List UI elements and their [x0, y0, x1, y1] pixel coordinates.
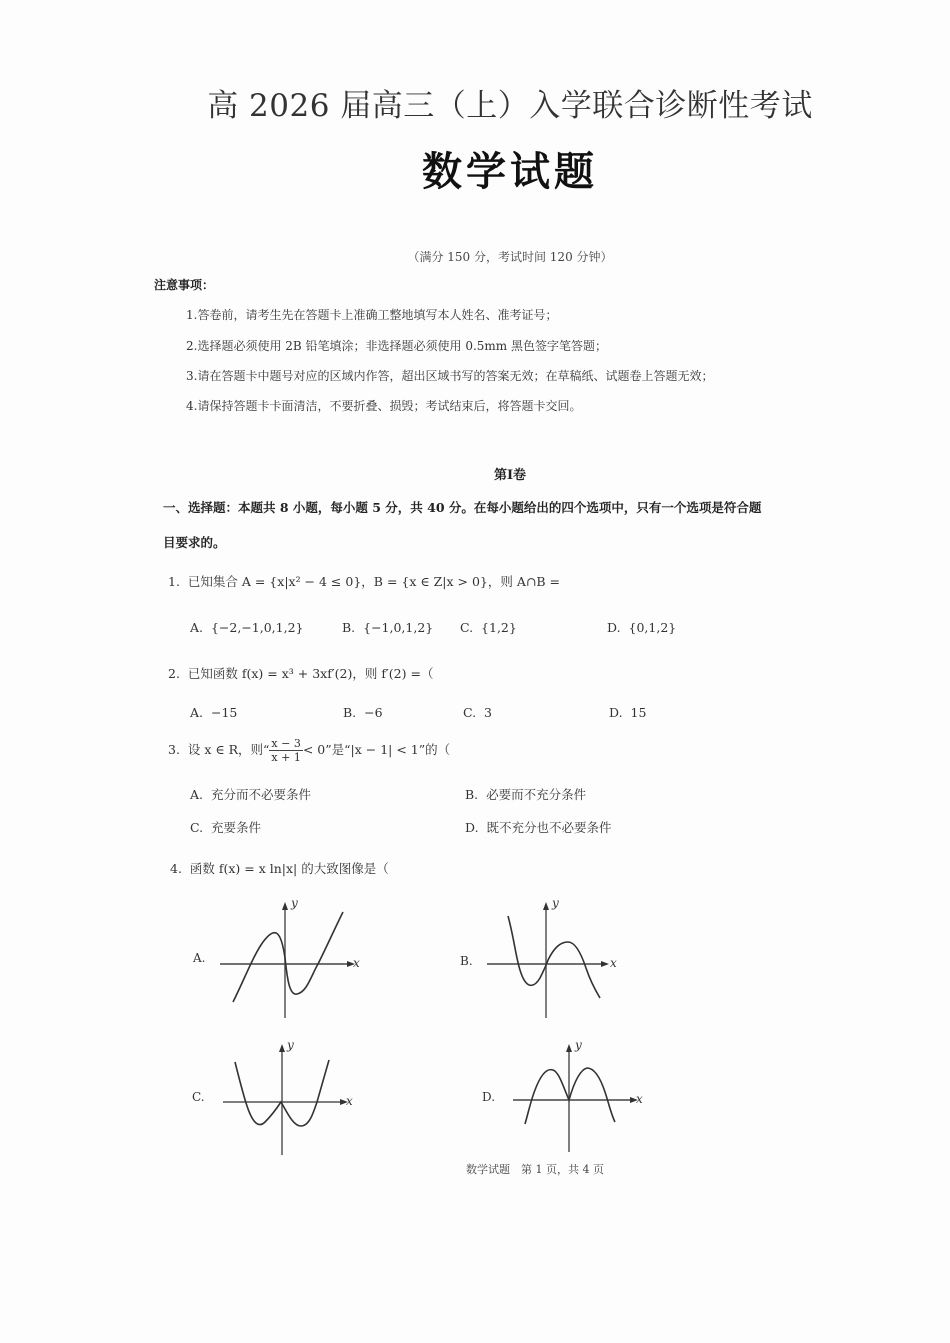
question-stem-pre: 设 x ∈ R，则“ — [187, 742, 270, 757]
exam-subtitle: 数学试题 — [422, 149, 598, 195]
notice-heading: 注意事项： — [154, 278, 215, 292]
q1-option-b[interactable]: B. {−1,0,1,2} — [342, 620, 434, 635]
question-3 — [168, 737, 450, 764]
graph-a[interactable] — [215, 898, 365, 1023]
page-footer: 数学试题 第 1 页，共 4 页 — [466, 1163, 604, 1176]
exam-title: 高 2026 届高三（上）入学联合诊断性考试 — [207, 88, 813, 124]
question-number: 4. — [170, 861, 182, 876]
x-axis-label: x — [636, 1092, 643, 1106]
notice-item-1: 1.答卷前，请考生先在答题卡上准确工整地填写本人姓名、准考证号； — [186, 308, 558, 322]
section-instructions-line2: 目要求的。 — [163, 535, 226, 550]
y-axis-label: y — [287, 1038, 294, 1052]
graph-c-label[interactable]: C. — [192, 1090, 205, 1104]
y-axis-label: y — [552, 896, 559, 910]
q3-option-b[interactable]: B. 必要而不充分条件 — [465, 787, 587, 802]
graph-b-label[interactable]: B. — [460, 954, 473, 968]
question-number: 2. — [168, 666, 180, 681]
x-axis-label: x — [610, 956, 617, 970]
y-axis-label: y — [291, 896, 298, 910]
question-stem: 已知集合 A = {x|x² − 4 ≤ 0}，B = {x ∈ Z|x > 0}，则 A∩B = — [187, 574, 560, 589]
question-stem-post: < 0”是“|x − 1| < 1”的（ — [302, 742, 451, 757]
notice-item-2: 2.选择题必须使用 2B 铅笔填涂；非选择题必须使用 0.5mm 黑色签字笔答题； — [186, 339, 608, 353]
q1-option-c[interactable]: C. {1,2} — [460, 620, 517, 635]
q1-option-d[interactable]: D. {0,1,2} — [607, 620, 677, 635]
exam-meta: （满分 150 分，考试时间 120 分钟） — [407, 250, 613, 264]
q3-option-a[interactable]: A. 充分而不必要条件 — [190, 787, 311, 802]
x-axis-label: x — [353, 956, 360, 970]
q3-option-c[interactable]: C. 充要条件 — [190, 820, 262, 835]
graph-c-plot — [215, 1040, 365, 1160]
graph-a-plot — [215, 898, 365, 1023]
q1-option-a[interactable]: A. {−2,−1,0,1,2} — [190, 620, 304, 635]
graph-b-plot — [482, 898, 627, 1023]
graph-c[interactable] — [215, 1040, 365, 1160]
x-axis-label: x — [346, 1094, 353, 1108]
question-1 — [168, 572, 560, 590]
question-2 — [168, 664, 433, 682]
graph-a-label[interactable]: A. — [193, 951, 206, 965]
volume-heading: 第Ⅰ卷 — [493, 468, 527, 483]
graph-b[interactable] — [482, 898, 627, 1023]
fraction: $\frac{x - 3}{x + 1}$ — [271, 737, 301, 764]
question-stem: 已知函数 f(x) = x³ + 3xf′(2)，则 f′(2) =（ — [187, 666, 434, 681]
q2-option-b[interactable]: B. −6 — [343, 705, 383, 720]
q2-option-c[interactable]: C. 3 — [463, 705, 492, 720]
q2-option-d[interactable]: D. 15 — [609, 705, 647, 720]
q3-option-d[interactable]: D. 既不充分也不必要条件 — [465, 820, 612, 835]
question-number: 3. — [168, 742, 180, 757]
notice-item-3: 3.请在答题卡中题号对应的区域内作答，超出区域书写的答案无效；在草稿纸、试题卷上答题无效； — [186, 369, 714, 383]
graph-d[interactable] — [505, 1040, 655, 1160]
notice-item-4: 4.请保持答题卡卡面清洁，不要折叠、损毁；考试结束后，将答题卡交回。 — [186, 399, 582, 413]
graph-d-plot — [505, 1040, 655, 1160]
section-instructions-line1: 一、选择题：本题共 8 小题，每小题 5 分，共 40 分。在每小题给出的四个选项中，只有一个选项是符合题 — [163, 500, 762, 515]
graph-d-label[interactable]: D. — [482, 1090, 496, 1104]
y-axis-label: y — [575, 1038, 582, 1052]
question-number: 1. — [168, 574, 180, 589]
question-4 — [170, 859, 389, 877]
question-stem: 函数 f(x) = x ln|x| 的大致图像是（ — [189, 861, 389, 876]
q2-option-a[interactable]: A. −15 — [190, 705, 238, 720]
